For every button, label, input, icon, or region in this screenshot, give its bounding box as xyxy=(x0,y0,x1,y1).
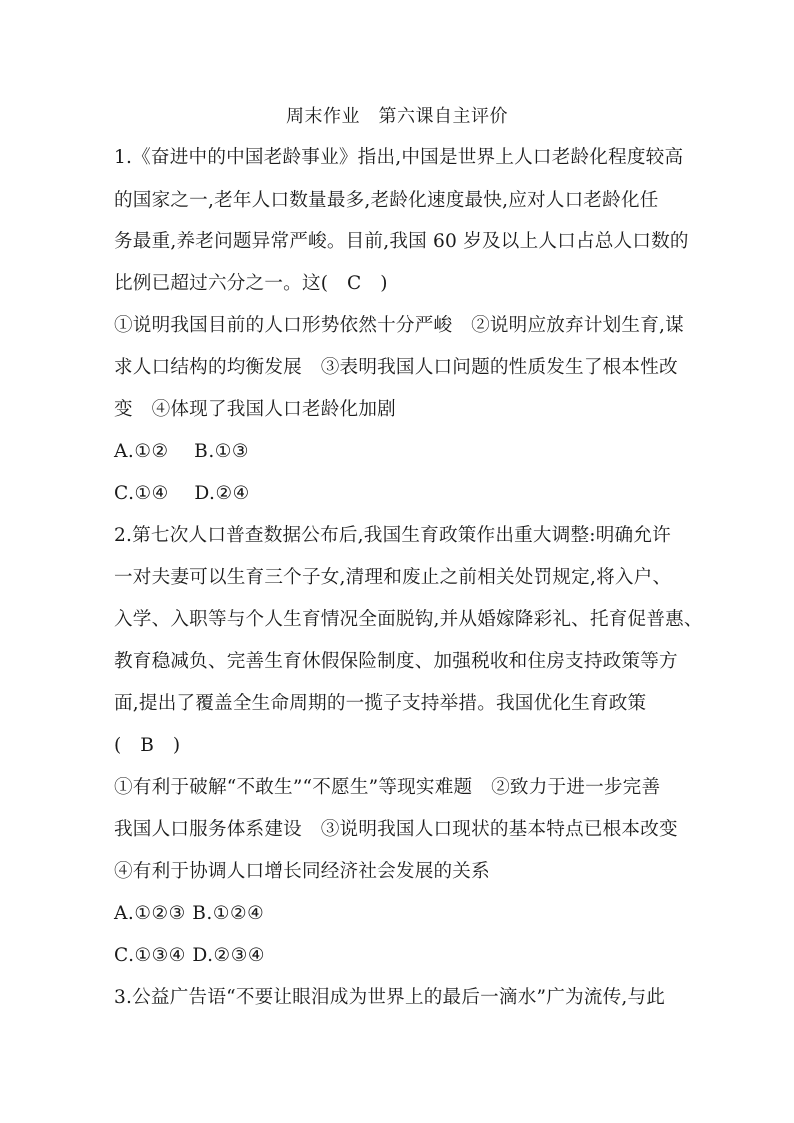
q1-stem-line-2: 的国家之一,老年人口数量最多,老龄化速度最快,应对人口老龄化任 xyxy=(114,190,659,211)
q1-options-row-1: A.①② B.①③ xyxy=(114,441,250,462)
q2-answer-line: ( B ) xyxy=(114,735,181,756)
q1-stem-line-4: 比例已超过六分之一。这( C ) xyxy=(114,273,388,294)
q1-statement-line-2: 求人口结构的均衡发展 ③表明我国人口问题的性质发生了根本性改 xyxy=(114,357,678,378)
q2-options-row-2: C.①③④ D.②③④ xyxy=(114,945,266,966)
q1-statement-line-3: 变 ④体现了我国人口老龄化加剧 xyxy=(114,399,396,420)
page-title: 周末作业 第六课自主评价 xyxy=(286,106,508,127)
q1-stem-line-3: 务最重,养老问题异常严峻。目前,我国 60 岁及以上人口占总人口数的 xyxy=(114,231,689,252)
q2-statement-line-2: 我国人口服务体系建设 ③说明我国人口现状的基本特点已根本改变 xyxy=(114,819,678,840)
q2-stem-line-5: 面,提出了覆盖全生命周期的一揽子支持举措。我国优化生育政策 xyxy=(114,693,647,714)
q1-statement-line-1: ①说明我国目前的人口形势依然十分严峻 ②说明应放弃计划生育,谋 xyxy=(114,315,684,336)
q2-statement-line-3: ④有利于协调人口增长同经济社会发展的关系 xyxy=(114,861,490,882)
q2-stem-line-1: 2.第七次人口普查数据公布后,我国生育政策作出重大调整:明确允许 xyxy=(114,525,671,546)
q2-statement-line-1: ①有利于破解“不敢生”“不愿生”等现实难题 ②致力于进一步完善 xyxy=(114,777,661,798)
q1-stem-line-1: 1.《奋进中的中国老龄事业》指出,中国是世界上人口老龄化程度较高 xyxy=(114,147,684,168)
q2-options-row-1: A.①②③ B.①②④ xyxy=(114,903,265,924)
q2-stem-line-4: 教育稳减负、完善生育休假保险制度、加强税收和住房支持政策等方 xyxy=(114,651,678,672)
q2-stem-line-2: 一对夫妻可以生育三个子女,清理和废止之前相关处罚规定,将入户、 xyxy=(114,567,672,588)
q3-stem-line-1: 3.公益广告语“不要让眼泪成为世界上的最后一滴水”广为流传,与此 xyxy=(114,987,666,1008)
q1-options-row-2: C.①④ D.②④ xyxy=(114,483,250,504)
q2-stem-line-3: 入学、入职等与个人生育情况全面脱钩,并从婚嫁降彩礼、托育促普惠、 xyxy=(114,609,703,630)
